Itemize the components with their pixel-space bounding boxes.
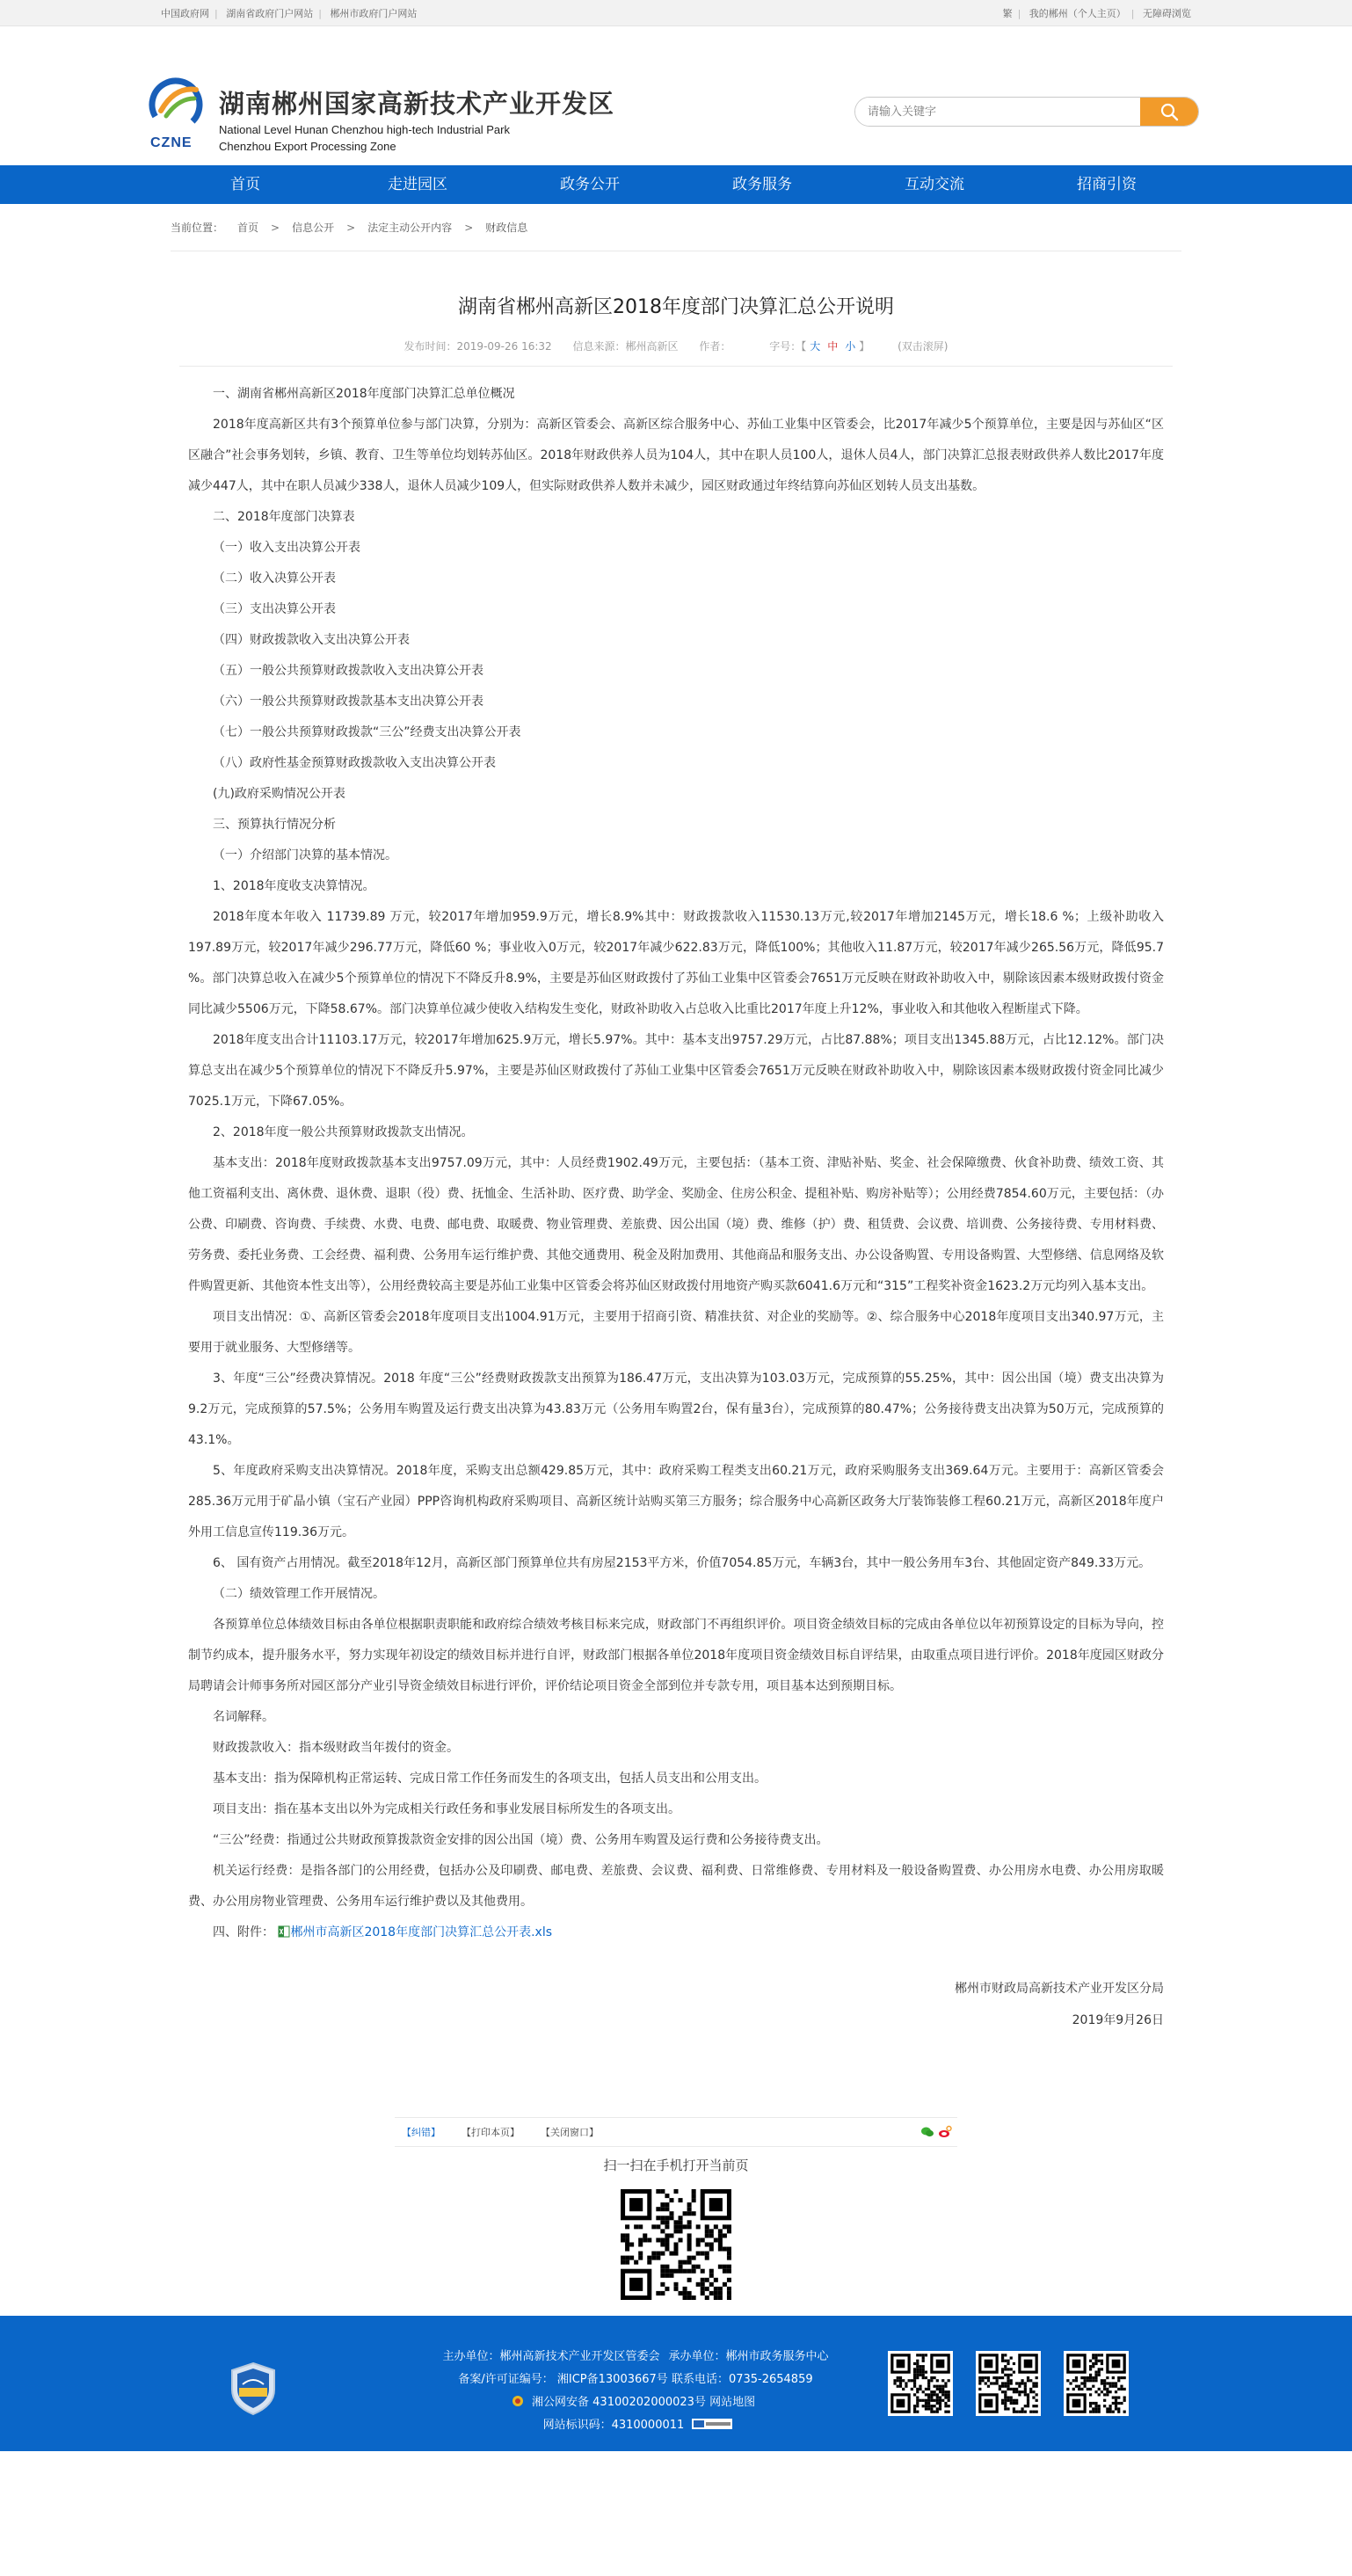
paragraph: 各预算单位总体绩效目标由各单位根据职责职能和政府综合绩效考核目标来完成，财政部门不再组织评价。项目资金绩效目标的完成由各单位以年初预算设定的目标为导向，控制节约成本，提升服务水平，努力实现年初设定的绩效目标并进行自评，财政部门根据各单位2018年度项目资金绩效目标自评结果，由取重点项目进行评价。2018年度园区财政分局聘请会计师事务所对园区部分产业引导资金绩效目标进行评价，评价结论项目资金全部到位并专款专用，项目基本达到预期目标。	[188, 1618, 1164, 1693]
footer-host: 主办单位：郴州高新技术产业开发区管委会	[442, 2350, 660, 2363]
definition: 机关运行经费：是指各部门的公用经费，包括办公及印刷费、邮电费、差旅费、会议费、福利费、日常维修费、专用材料及一般设备购置费、办公用房水电费、办公用房取暖费、办公用房物业管理费、公务用车运行维护费以及其他费用。	[188, 1864, 1164, 1909]
definition: 财政拨款收入：指本级财政当年拨付的资金。	[213, 1741, 459, 1755]
site-subtitle-line-1: National Level Hunan Chenzhou high-tech Industrial Park	[219, 123, 510, 136]
definition: 基本支出：指为保障机构正常运转、完成日常工作任务而发生的各项支出，包括人员支出和公用支出。	[213, 1772, 767, 1786]
paragraph: 项目支出情况：①、高新区管委会2018年度项目支出1004.91万元，主要用于招商引资、精准扶贫、对企业的奖励等。②、综合服务中心2018年度项目支出340.97万元，主要用于就业服务、大型修缮等。	[188, 1310, 1164, 1355]
attachment-link[interactable]: 郴州市高新区2018年度部门决算汇总公开表.xls	[290, 1925, 552, 1939]
article-body	[179, 367, 1173, 1948]
site-title: 湖南郴州国家高新技术产业开发区	[219, 89, 615, 119]
site-footer	[0, 2316, 1352, 2451]
breadcrumb-separator: >	[346, 221, 356, 234]
search-box	[854, 97, 1199, 127]
footer-police-record[interactable]: 湘公网安备 43100202000023号 网站地图	[532, 2396, 756, 2409]
close-window-button[interactable]: 【关闭窗口】	[541, 2127, 599, 2138]
footer-operator: 承办单位：郴州市政务服务中心	[668, 2350, 829, 2363]
site-subtitle	[219, 121, 510, 155]
breadcrumb-label: 当前位置：	[171, 222, 224, 234]
signature	[179, 1973, 1173, 2036]
share-icons	[920, 2125, 952, 2139]
footer-site-id: 网站标识码：4310000011	[542, 2419, 685, 2432]
accessibility-link[interactable]: 无障碍浏览	[1143, 8, 1191, 19]
footer-info	[389, 2346, 882, 2437]
definition: 项目支出：指在基本支出以外为完成相关行政任务和事业发展目标所发生的各项支出。	[213, 1802, 680, 1816]
font-size-medium[interactable]: 中	[827, 340, 839, 353]
weibo-share-icon[interactable]	[938, 2125, 952, 2139]
site-header	[0, 26, 1352, 165]
article-meta	[179, 338, 1173, 367]
paragraph: 基本支出：2018年度财政拨款基本支出9757.09万元，其中：人员经费1902.49万元，主要包括：（基本工资、津贴补贴、奖金、社会保障缴费、伙食补助费、绩效工资、其他工资福利支出、离休费、退休费、退职（役）费、抚恤金、生活补助、医疗费、助学金、奖励金、住房公积金、提租补贴、购房补贴等）；公用经费7854.60万元，主要包括：（办公费、印刷费、咨询费、手续费、水费、电费、邮电费、取暖费、物业管理费、差旅费、因公出国（境）费、维修（护）费、租赁费、会议费、培训费、公务接待费、专用材料费、劳务费、委托业务费、工会经费、福利费、公务用车运行维护费、其他交通费用、税金及附加费用、其他商品和服务支出、办公设备购置、专用设备购置、大型修缮、信息网络及软件购置更新、其他资本性支出等），公用经费较高主要是苏仙工业集中区管委会将苏仙区财政拨付用地资产购买款6041.6万元和“315”工程奖补资金1623.2万元均列入基本支出。	[188, 1156, 1164, 1293]
nav-gov-services[interactable]: 政务服务	[732, 176, 792, 193]
top-utility-bar	[0, 0, 1352, 26]
definition: “三公”经费：指通过公共财政预算拨款资金安排的因公出国（境）费、公务用车购置及运行费和公务接待费支出。	[213, 1833, 829, 1847]
nav-interaction[interactable]: 互动交流	[905, 176, 964, 193]
nav-about-park[interactable]: 走进园区	[388, 176, 447, 193]
my-chenzhou-link[interactable]: 我的郴州（个人主页）	[1029, 8, 1126, 19]
attachment-label: 四、附件：	[213, 1925, 274, 1939]
list-item: （五）一般公共预算财政拨款收入支出决算公开表	[213, 664, 483, 678]
double-click-scroll: (双击滚屏)	[898, 340, 949, 353]
report-error-button[interactable]: 【纠错】	[402, 2127, 440, 2138]
font-size-large[interactable]: 大	[810, 340, 821, 353]
nav-home[interactable]: 首页	[230, 176, 260, 193]
nav-gov-affairs-open[interactable]: 政务公开	[560, 176, 620, 193]
paragraph: 3、年度“三公”经费决算情况。2018 年度“三公”经费财政拨款支出预算为186.47万元，支出决算为103.03万元，完成预算的55.25%，其中：因公出国（境）费支出决算为9.2万元，完成预算的57.5%；公务用车购置及运行费支出决算为43.83万元（公务用车购置2台，保有量3台），完成预算的80.47%；公务接待费支出决算为50万元，完成预算的43.1%。	[188, 1372, 1164, 1447]
list-item: （一）收入支出决算公开表	[213, 541, 360, 555]
paragraph: 2018年度本年收入 11739.89 万元，较2017年增加959.9万元，增长8.9%其中：财政拨款收入11530.13万元,较2017年增加2145万元，增长18.6 %；上级补助收入197.89万元，较2017年减少296.77万元，降低60 %；事业收入0万元，较2017年减少622.83万元，降低100%；其他收入11.87万元，较2017年减少265.56万元，降低95.7 %。部门决算总收入在减少5个预算单位的情况下不降反升8.9%，主要是苏仙区财政拨付了苏仙工业集中区管委会7651万元反映在财政补助收入中，剔除该因素本级财政拨付资金同比减少5506万元，下降58.67%。部门决算单位减少使收入结构发生变化，财政补助收入占总收入比重比2017年度上升12%，事业收入和其他收入程断崖式下降。	[188, 910, 1164, 1016]
paragraph: 2018年度高新区共有3个预算单位参与部门决算，分别为：高新区管委会、高新区综合服务中心、苏仙工业集中区管委会，比2017年减少5个预算单位，主要是因与苏仙区“区区融合”社会事务划转，乡镇、教育、卫生等单位均划转苏仙区。2018年财政供养人员为104人，其中在职人员100人，退休人员4人，部门决算汇总报表财政供养人数比2017年度减少447人，其中在职人员减少338人，退休人员减少109人，但实际财政供养人数并未减少，园区财政通过年终结算向苏仙区划转人员支出基数。	[188, 418, 1164, 493]
article-tools	[395, 2117, 957, 2147]
paragraph: 6、 国有资产占用情况。截至2018年12月，高新区部门预算单位共有房屋2153平方米，价值7054.85万元，车辆3台，其中一般公务用车3台、其他固定资产849.33万元。	[213, 1556, 1152, 1570]
section-heading: 三、预算执行情况分析	[213, 818, 336, 832]
font-size-small[interactable]: 小	[845, 340, 856, 353]
section-heading: 二、2018年度部门决算表	[213, 510, 355, 524]
breadcrumb-info-open[interactable]: 信息公开	[292, 222, 335, 234]
sub-heading: （二）绩效管理工作开展情况。	[213, 1587, 385, 1601]
list-item: （二）收入决算公开表	[213, 571, 336, 586]
qr-caption: 扫一扫在手机打开当前页	[603, 2158, 749, 2173]
site-id-logo-icon	[692, 2419, 732, 2429]
user-links: 繁 | 我的郴州（个人主页） | 无障碍浏览	[1002, 8, 1191, 19]
page-qr-code	[616, 2185, 736, 2304]
section-heading: 一、湖南省郴州高新区2018年度部门决算汇总单位概况	[213, 387, 515, 401]
article-title: 湖南省郴州高新区2018年度部门决算汇总公开说明	[458, 296, 894, 318]
footer-qr-code-3	[1064, 2351, 1129, 2416]
link-chenzhou-gov[interactable]: 郴州市政府门户网站	[330, 8, 418, 19]
search-button[interactable]	[1140, 98, 1198, 126]
czne-logo-icon[interactable]	[149, 77, 203, 132]
link-hunan-gov[interactable]: 湖南省政府门户网站	[226, 8, 314, 19]
footer-qr-code-1	[888, 2351, 953, 2416]
breadcrumb-finance[interactable]: 财政信息	[485, 222, 528, 234]
government-links: 中国政府网 | 湖南省政府门户网站 | 郴州市政府门户网站	[161, 8, 418, 19]
list-item: (九)政府采购情况公开表	[213, 787, 345, 801]
link-central-gov[interactable]: 中国政府网	[161, 8, 209, 19]
print-page-button[interactable]: 【打印本页】	[462, 2127, 520, 2138]
breadcrumb-statutory[interactable]: 法定主动公开内容	[367, 222, 453, 234]
signature-date: 2019年9月26日	[1072, 2013, 1164, 2027]
list-item: （四）财政拨款收入支出决算公开表	[213, 633, 410, 647]
site-subtitle-line-2: Chenzhou Export Processing Zone	[219, 140, 396, 153]
footer-qr-code-2	[976, 2351, 1041, 2416]
nav-investment[interactable]: 招商引资	[1077, 176, 1137, 193]
footer-icp[interactable]: 备案/许可证编号： 湘ICP备13003667号 联系电话：0735-2654859	[458, 2373, 813, 2386]
wechat-share-icon[interactable]	[920, 2125, 934, 2139]
gov-website-badge-icon[interactable]	[229, 2361, 278, 2416]
sub-heading: 名词解释。	[213, 1710, 274, 1724]
breadcrumb-separator: >	[464, 221, 474, 234]
article	[179, 292, 1173, 2036]
search-input[interactable]	[855, 98, 1140, 126]
list-item: （三）支出决算公开表	[213, 602, 336, 616]
traditional-chinese-link[interactable]: 繁	[1002, 8, 1013, 19]
publish-time: 发布时间：2019-09-26 16:32	[403, 340, 552, 353]
main-nav	[0, 165, 1352, 204]
breadcrumb-separator: >	[271, 221, 280, 234]
list-item: （六）一般公共预算财政拨款基本支出决算公开表	[213, 695, 483, 709]
list-item: （八）政府性基金预算财政拨款收入支出决算公开表	[213, 756, 496, 770]
font-size-label: 字号：【	[769, 340, 807, 353]
sub-heading: （一）介绍部门决算的基本情况。	[213, 848, 397, 862]
list-item: （七）一般公共预算财政拨款“三公”经费支出决算公开表	[213, 725, 521, 739]
font-size-end: 】	[859, 340, 870, 353]
paragraph: 5、年度政府采购支出决算情况。2018年度，采购支出总额429.85万元，其中：政府采购工程类支出60.21万元，政府采购服务支出369.64万元。主要用于：高新区管委会285.36万元用于矿晶小镇（宝石产业园）PPP咨询机构政府采购项目、高新区统计站购买第三方服务；综合服务中心高新区政务大厅装饰装修工程60.21万元，高新区2018年度户外用工信息宣传119.36万元。	[188, 1464, 1164, 1539]
info-source: 信息来源：郴州高新区	[572, 340, 679, 353]
breadcrumb	[171, 204, 1181, 251]
paragraph: 2018年度支出合计11103.17万元，较2017年增加625.9万元，增长5.97%。其中：基本支出9757.29万元，占比87.88%；项目支出1345.88万元，占比12.12%。部门决算总支出在减少5个预算单位的情况下不降反升5.97%，主要是苏仙区财政拨付了苏仙工业集中区管委会7651万元反映在财政补助收入中，剔除该因素本级财政拨付资金同比减少7025.1万元，下降67.05%。	[188, 1033, 1164, 1109]
breadcrumb-home[interactable]: 首页	[237, 222, 259, 234]
search-icon	[1159, 102, 1179, 121]
logo-caption: CZNE	[150, 135, 193, 150]
excel-file-icon	[278, 1925, 290, 1938]
sub-heading: 2、2018年度一般公共预算财政拨款支出情况。	[213, 1125, 474, 1139]
police-badge-icon	[512, 2395, 524, 2407]
attachment-line	[188, 1917, 1164, 1948]
sub-heading: 1、2018年度收支决算情况。	[213, 879, 375, 893]
signature-org: 郴州市财政局高新技术产业开发区分局	[955, 1982, 1164, 1996]
author: 作者：	[699, 340, 731, 353]
